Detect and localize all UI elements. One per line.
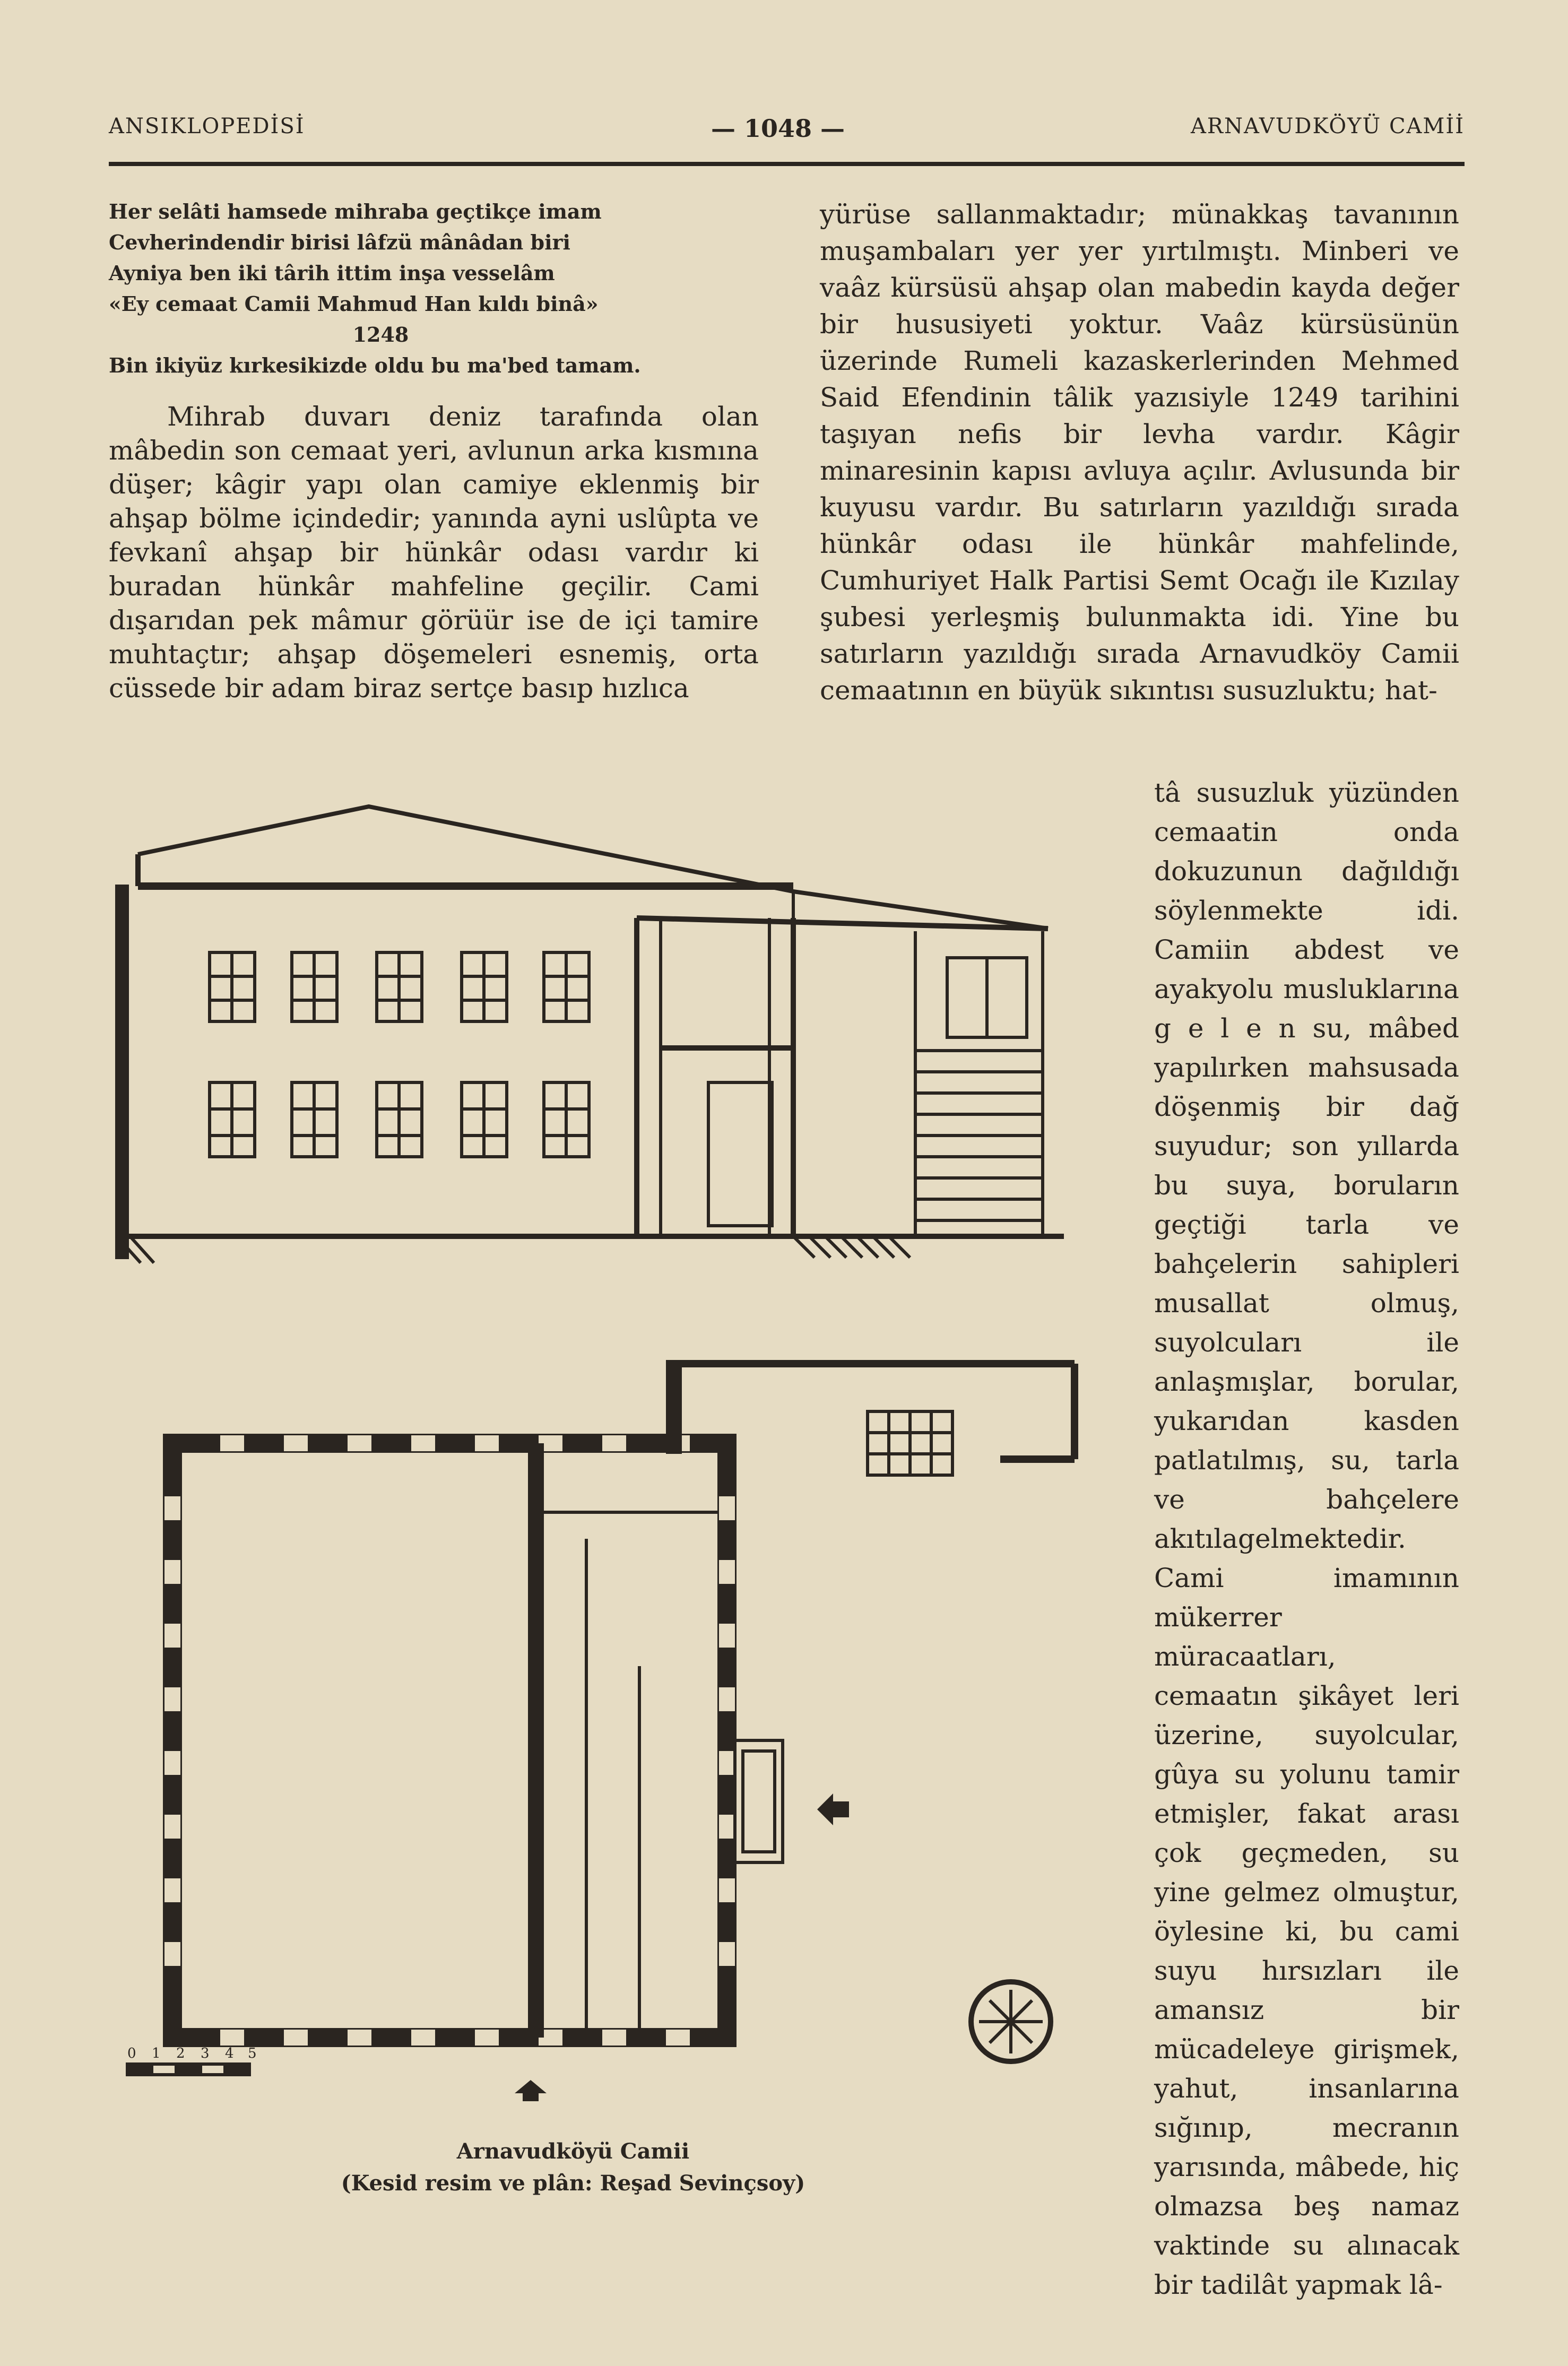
upper-windows: [210, 952, 589, 1021]
lower-windows: [210, 1082, 589, 1157]
poem: [109, 196, 759, 381]
entrance-arrow-icon: [515, 2080, 547, 2101]
entrance-arrow-icon: [817, 1793, 849, 1825]
poem-line: Ayniya ben iki târih ittim inşa vesselâm: [109, 261, 555, 285]
left-paragraph: Mihrab duvarı deniz tarafında olan mâbedin son cemaat yeri, avlunun arka kısmına düşer; kâgir yapı olan camiye eklenmiş bir ahşap bölme içindedir; yanında ayni uslûpta ve fevkanî ahşap bir hünkâr odası vardır ki buradan hünkâr mahfeline geçilir. Cami dışarıdan pek mâmur görüür ise de içi tamire muhtaçtır; ahşap döşemeleri esnemiş, orta cüssede bir adam biraz sertçe basıp hızlıca: [109, 401, 759, 704]
scale-label: 3: [201, 2046, 210, 2061]
left-column: [109, 196, 759, 705]
poem-line: Cevherindendir birisi lâfzü mânâdan biri: [109, 230, 570, 254]
right-paragraph-top: yürüse sallanmaktadır; münakkaş tavanının muşambaları yer yer yırtılmıştı. Minberi ve vaâz kürsüsü ahşap olan mabedin kayda değer bir hususiyeti yoktur. Vaâz kürsüsünün üzerinde Rumeli kazaskerlerinden Mehmed Said Efendinin tâlik yazısiyle 1249 tarihini taşıyan nefis bir levha vardır. Kâgir minaresinin kapısı avluya açılır. Avlusunda bir kuyusu vardır. Bu satırların yazıldığı sırada hünkâr odası ile hünkâr mahfelinde, Cumhuriyet Halk Partisi Semt Ocağı ile Kızılay şubesi yerleşmiş bulunmakta idi. Yine bu satırların yazıldığı sırada Arnavudköy Camii cemaatının en büyük sıkıntısı susuzluktu; hat-: [820, 199, 1459, 706]
section-drawing: [117, 807, 1064, 1263]
poem-year: 1248: [352, 323, 409, 346]
right-paragraph-narrow: tâ susuzluk yüzünden cemaatin onda dokuzunun dağıldığı söylenmekte idi. Camiin abdest ve ayakyolu musluklarına g e l e n su, mâbed yapılırken mahsusada döşenmiş bir dağ suyudur; son yıllarda bu suya, boruların geçtiği tarla ve bahçelerin sahipleri musallat olmuş, suyolcuları ile anlaşmışlar, borular, yukarıdan kasden patlatılmış, su, tarla ve bahçelere akıtılagelmektedir. Cami imamının mükerrer müracaatları, cemaatın şikâyet leri üzerine, suyolcular, gûya su yolunu tamir etmişler, fakat arası çok geçmeden, su yine gelmez olmuştur, öylesine ki, bu cami suyu hırsızları ile amansız bir mücadeleye girişmek, yahut, insanlarına sığınıp, mecranın yarısında, mâbede, hiç olmazsa beş namaz vaktinde su alınacak bir tadilât yapmak lâ-: [1154, 777, 1459, 2300]
scale-label: 0: [127, 2046, 136, 2061]
plan-drawing: [127, 1361, 1075, 2101]
poem-line: «Ey cemaat Camii Mahmud Han kıldı binâ»: [109, 292, 599, 316]
scale-labels: [127, 2046, 257, 2061]
scale-label: 5: [248, 2046, 257, 2061]
figure-caption: [210, 2136, 937, 2199]
caption-credit: (Kesid resim ve plân: Reşad Sevinçsoy): [341, 2171, 805, 2196]
scale-bar: [127, 2064, 249, 2075]
header-left-title: ANSIKLOPEDİSİ: [109, 114, 305, 138]
page-number: — 1048 —: [711, 114, 845, 143]
poem-line: Her selâti hamsede mihraba geçtikçe imam: [109, 200, 602, 223]
running-header: [109, 114, 1465, 146]
scale-label: 2: [176, 2046, 185, 2061]
caption-title: Arnavudköyü Camii: [456, 2139, 690, 2164]
scale-label: 1: [152, 2046, 161, 2061]
scale-label: 4: [225, 2046, 234, 2061]
header-rule: [109, 162, 1465, 166]
header-right-title: ARNAVUDKÖYÜ CAMİİ: [1190, 114, 1465, 138]
poem-line: Bin ikiyüz kırkesikizde oldu bu ma'bed tamam.: [109, 353, 641, 377]
mosque-drawing: [109, 796, 1101, 2101]
